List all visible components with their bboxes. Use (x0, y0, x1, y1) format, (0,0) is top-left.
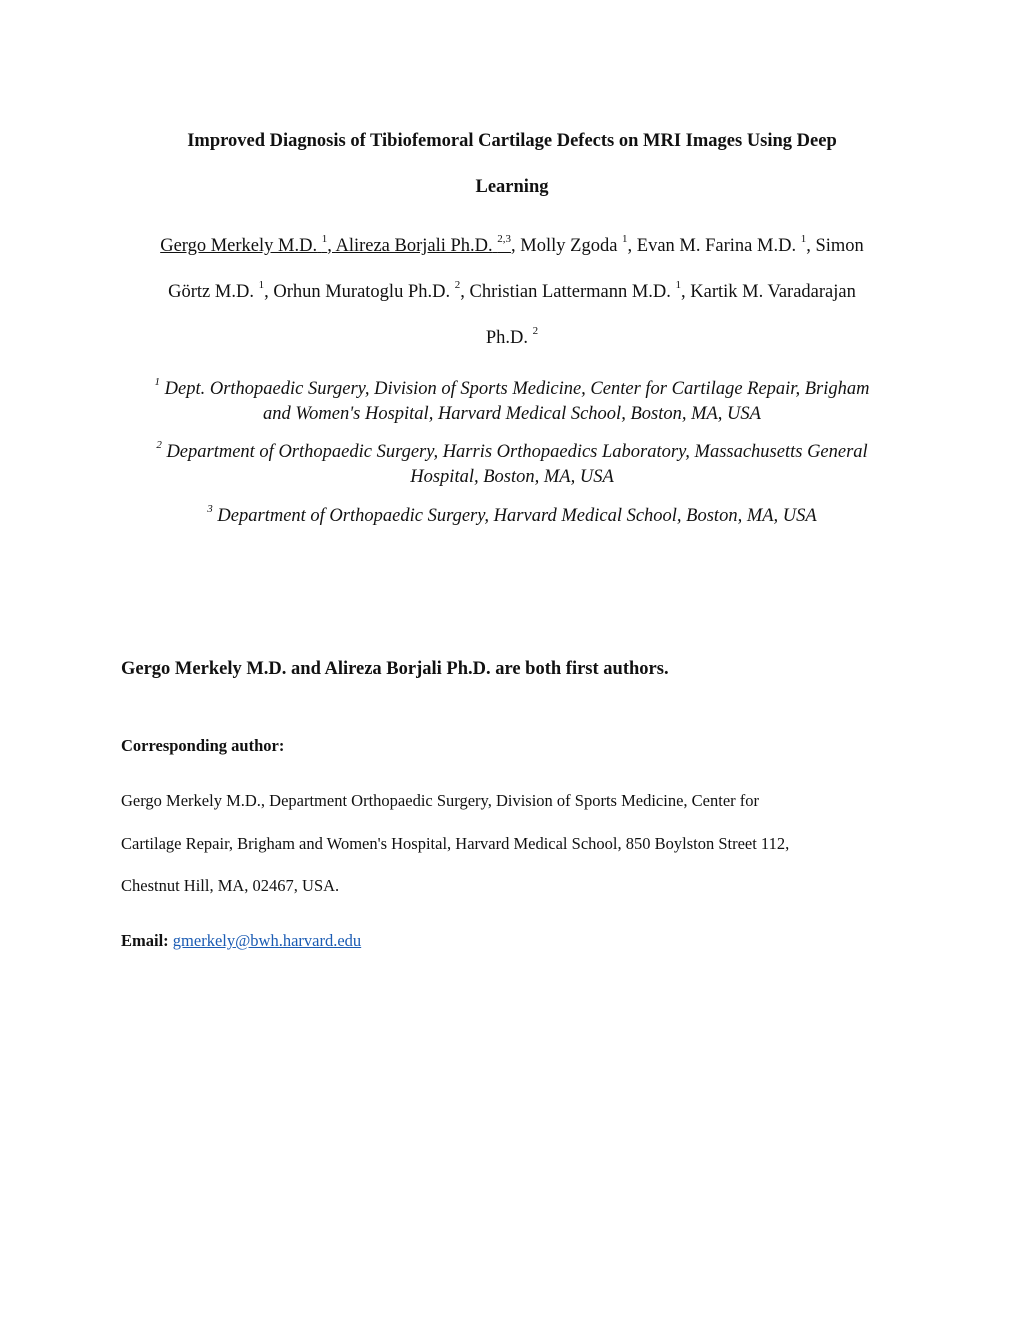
author-line-1: Gergo Merkely M.D. $^1$, Alireza Borjali Ph.D. $^{2,3}$, Molly Zgoda $^1$, Evan M. Farina M.D. $^1$, Simon (160, 232, 864, 256)
author-name: Simon (815, 236, 864, 256)
author-name: Christian Lattermann M.D. $^1$ (469, 278, 682, 302)
author-line-2: Görtz M.D. $^1$, Orhun Muratoglu Ph.D. $^2$, Christian Lattermann M.D. $^1$, Kartik M. Varadarajan (168, 278, 856, 302)
author-name: Orhun Muratoglu Ph.D. $^2$ (273, 278, 461, 302)
author-name: Molly Zgoda $^1$ (520, 232, 628, 256)
author-name: Ph.D. $^2$ (485, 324, 539, 348)
first-authors-note: Gergo Merkely M.D. and Alireza Borjali Ph.D. are both first authors. (121, 659, 669, 679)
paper-title (100, 118, 924, 210)
author-list (100, 223, 924, 361)
corresponding-author-address: Gergo Merkely M.D., Department Orthopaedic Surgery, Division of Sports Medicine, Center for Cartilage Repair, Brigham and Women's Hospital, Harvard Medical School, 850 Boylston Street 112, Chestnut Hill, MA, 02467, USA. (121, 791, 790, 895)
email-label: Email: (121, 931, 169, 950)
author-name: Evan M. Farina M.D. $^1$ (636, 232, 807, 256)
author-name: Alireza Borjali Ph.D. $^{2,3}$ (335, 232, 512, 256)
title-line-2: Learning (475, 177, 549, 197)
author-line-3 (100, 315, 924, 361)
author-name: Görtz M.D. $^1$ (168, 278, 265, 302)
affiliation-2: $^2$ Department of Orthopaedic Surgery, Harris Orthopaedics Laboratory, Massachusetts General Hospital, Boston, MA, USA (156, 438, 868, 487)
author-name: Gergo Merkely M.D. $^1$ (160, 232, 328, 256)
email-line (121, 929, 361, 953)
email-link[interactable]: gmerkely@bwh.harvard.edu (172, 931, 362, 950)
affiliation-1: $^1$ Dept. Orthopaedic Surgery, Division of Sports Medicine, Center for Cartilage Repair, Brigham and Women's Hospital, Harvard Medical School, Boston, MA, USA (154, 375, 870, 424)
author-name: Kartik M. Varadarajan (690, 282, 856, 302)
affiliation-3: $^3$ Department of Orthopaedic Surgery, Harvard Medical School, Boston, MA, USA (207, 502, 817, 526)
corresponding-author-label: Corresponding author: (121, 736, 285, 755)
title-line-1: Improved Diagnosis of Tibiofemoral Cartilage Defects on MRI Images Using Deep (187, 131, 837, 151)
